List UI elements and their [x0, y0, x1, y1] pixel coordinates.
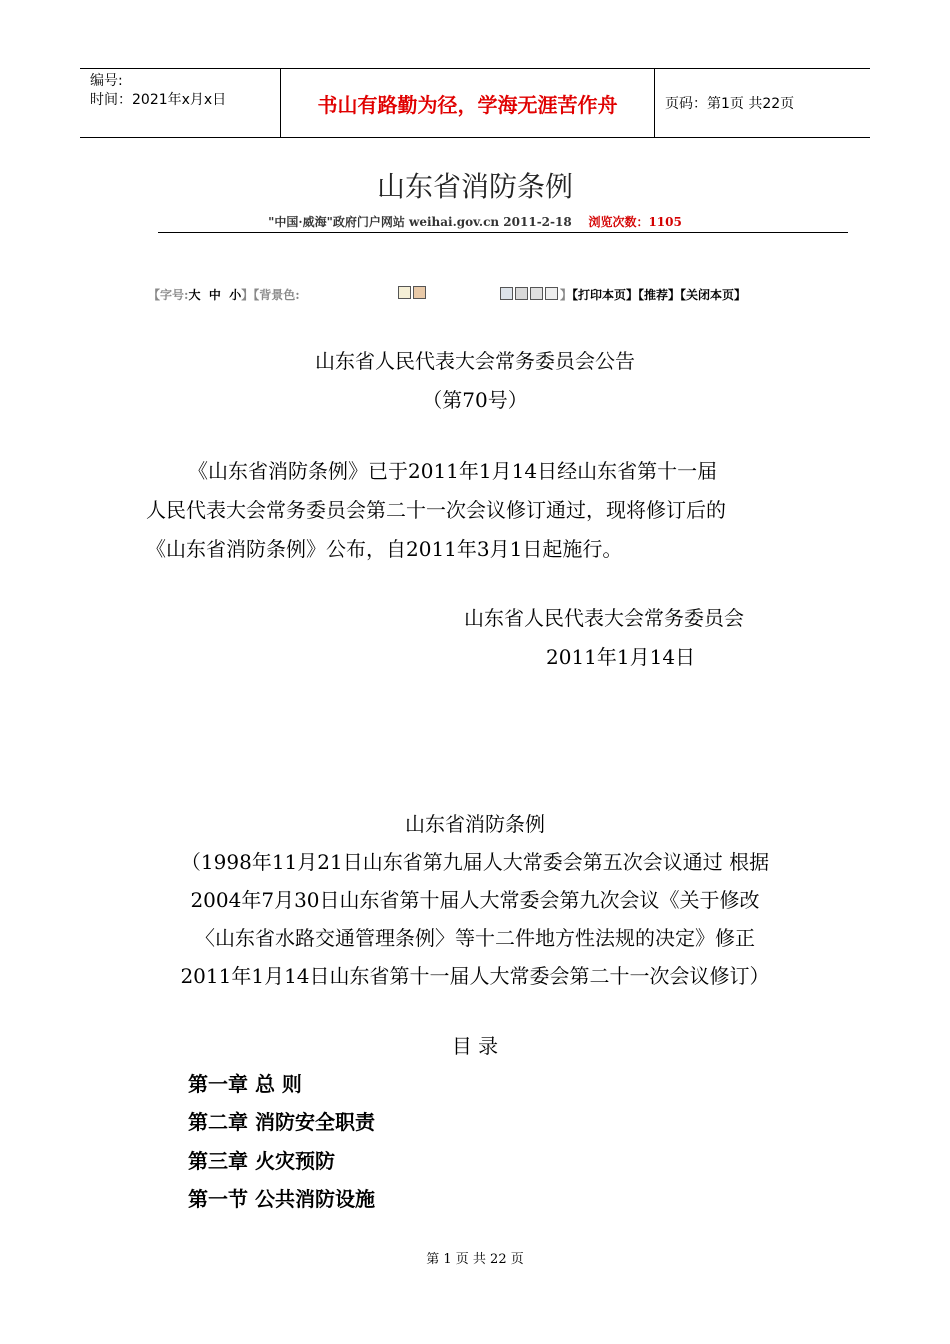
font-size-large[interactable]: 大	[188, 288, 201, 302]
article-source	[0, 213, 950, 230]
header-motto: 书山有路勤为径，学海无涯苦作舟	[317, 92, 618, 117]
header-meta	[80, 69, 280, 137]
title-divider	[158, 232, 848, 233]
announcement-signature: 山东省人民代表大会常务委员会	[464, 606, 744, 630]
announcement-body-line: 人民代表大会常务委员会第二十一次会议修订通过，现将修订后的	[146, 498, 726, 522]
bg-swatch-cream[interactable]	[398, 286, 411, 299]
font-size-close: 】	[241, 288, 254, 302]
bg-swatch-group-a	[398, 286, 428, 301]
announcement-number: （第70号）	[422, 388, 528, 412]
font-size-control	[148, 286, 300, 303]
page-footer: 第 1 页 共 22 页	[426, 1252, 524, 1267]
toc-item: 第二章 消防安全职责	[188, 1110, 375, 1134]
font-size-medium[interactable]: 中	[208, 288, 221, 302]
announcement-date: 2011年1月14日	[546, 645, 696, 669]
bg-swatch-blue[interactable]	[500, 287, 513, 300]
regulation-history-line: 〈山东省水路交通管理条例〉等十二件地方性法规的决定》修正	[195, 926, 755, 950]
announcement-body-line: 《山东省消防条例》已于2011年1月14日经山东省第十一届	[188, 459, 718, 483]
close-page-link[interactable]: 【关闭本页】	[680, 288, 747, 302]
regulation-history-line: 2004年7月30日山东省第十届人大常委会第九次会议《关于修改	[190, 888, 760, 912]
announcement-body-line: 《山东省消防条例》公布，自2011年3月1日起施行。	[146, 537, 623, 561]
recommend-link[interactable]: 【推荐】	[638, 288, 681, 302]
announcement-heading: 山东省人民代表大会常务委员会公告	[315, 349, 635, 373]
font-size-label: 【字号:	[148, 288, 189, 302]
time-label: 时间：2021年x月x日	[90, 92, 227, 108]
regulation-history-line: 2011年1月14日山东省第十一届人大常委会第二十一次会议修订）	[180, 964, 770, 988]
document-header	[80, 68, 870, 138]
toc-item: 第一章 总 则	[188, 1072, 302, 1096]
toc-title: 目 录	[451, 1034, 499, 1058]
header-motto-cell	[280, 69, 655, 137]
view-count: 浏览次数：1105	[588, 215, 682, 229]
regulation-history-line: （1998年11月21日山东省第九届人大常委会第五次会议通过 根据	[180, 850, 770, 874]
bg-swatch-tan[interactable]	[413, 286, 426, 299]
bg-swatch-white[interactable]	[545, 287, 558, 300]
source-text: "中国·威海"政府门户网站 weihai.gov.cn 2011-2-18	[268, 215, 572, 229]
bg-swatch-gray[interactable]	[515, 287, 528, 300]
bg-swatch-lightgray[interactable]	[530, 287, 543, 300]
bg-swatch-group-b	[500, 286, 746, 303]
font-size-small[interactable]: 小	[229, 288, 242, 302]
article-title: 山东省消防条例	[376, 170, 573, 203]
article-toolbar	[148, 286, 848, 304]
bg-color-close: 】	[560, 288, 573, 302]
number-label: 编号:	[90, 73, 123, 89]
toc-item: 第一节 公共消防设施	[188, 1187, 375, 1211]
header-page-info: 页码：第1页 共22页	[665, 96, 795, 112]
regulation-title: 山东省消防条例	[405, 812, 545, 836]
bg-color-label: 【背景色:	[253, 288, 300, 302]
print-page-link[interactable]: 【打印本页】	[572, 288, 639, 302]
toc-item: 第三章 火灾预防	[188, 1149, 335, 1173]
